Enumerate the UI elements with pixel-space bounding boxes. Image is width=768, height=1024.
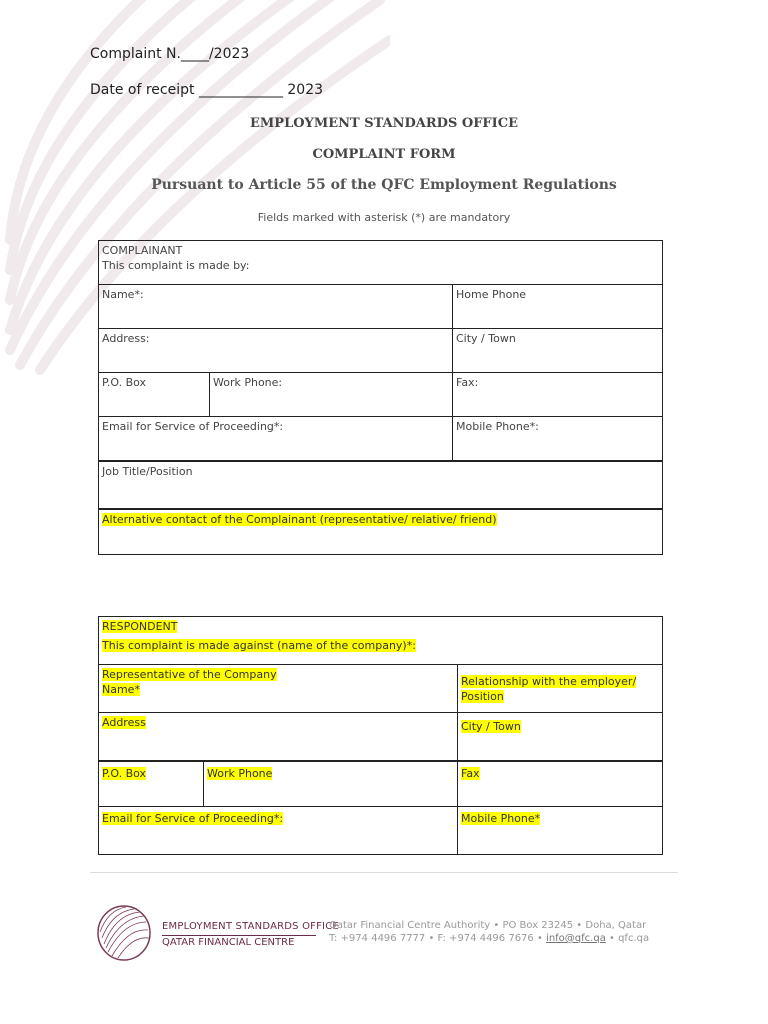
complainant-po-box-field[interactable] [99, 373, 210, 417]
respondent-po-box-field[interactable] [99, 761, 204, 807]
respondent-relationship-field[interactable] [458, 665, 663, 713]
complainant-work-phone-field[interactable] [210, 373, 453, 417]
complainant-name-field[interactable] [99, 285, 453, 329]
respondent-work-phone-field[interactable] [204, 761, 458, 807]
respondent-city-field[interactable] [458, 713, 663, 761]
po-box-label: P.O. Box [102, 376, 147, 389]
complainant-header-cell [99, 241, 663, 285]
address-label: Address: [102, 332, 150, 345]
complainant-alt-contact-field[interactable] [99, 509, 663, 555]
complainant-mobile-field[interactable] [453, 417, 663, 461]
rep-name-label: Name* [102, 683, 140, 696]
date-of-receipt: Date of receipt ____________ 2023 [90, 82, 324, 98]
complainant-city-field[interactable] [453, 329, 663, 373]
complainant-home-phone-field[interactable] [453, 285, 663, 329]
fax-label: Fax: [456, 376, 479, 389]
respondent-fax-field[interactable] [458, 761, 663, 807]
name-label: Name*: [102, 288, 144, 301]
office-heading: EMPLOYMENT STANDARDS OFFICE [250, 116, 518, 131]
complaint-number: Complaint N.____/2023 [90, 46, 250, 62]
footer-divider [90, 872, 678, 873]
footer-web: • qfc.qa [605, 933, 650, 944]
city-label: City / Town [456, 332, 516, 345]
respondent-heading: RESPONDENT [102, 620, 178, 633]
resp-address-label: Address [102, 716, 146, 729]
qfc-logo-icon [96, 904, 152, 962]
rep-label: Representative of the Company [102, 668, 277, 681]
home-phone-label: Home Phone [456, 288, 527, 301]
mobile-label: Mobile Phone*: [456, 420, 539, 433]
pursuant-subtitle: Pursuant to Article 55 of the QFC Employment Regulations [151, 177, 617, 193]
mandatory-note: Fields marked with asterisk (*) are mandatory [257, 211, 511, 224]
email-label: Email for Service of Proceeding*: [102, 420, 284, 433]
relationship-label: Relationship with the employer/ Position [461, 674, 637, 703]
footer-office-name: EMPLOYMENT STANDARDS OFFICE [162, 921, 339, 932]
job-title-label: Job Title/Position [102, 464, 193, 478]
footer-address: Qatar Financial Centre Authority • PO Box 23245 • Doha, Qatar [329, 920, 647, 931]
complainant-heading: COMPLAINANT [102, 244, 183, 257]
respondent-representative-field[interactable] [99, 665, 458, 713]
work-phone-label: Work Phone: [213, 376, 283, 389]
respondent-mobile-field[interactable] [458, 807, 663, 855]
complainant-subheading: This complaint is made by: [102, 259, 250, 272]
footer-phones: T: +974 4496 7777 • F: +974 4496 7676 • [329, 933, 547, 944]
resp-mobile-label: Mobile Phone* [461, 812, 541, 825]
resp-po-box-label: P.O. Box [102, 766, 147, 780]
resp-fax-label: Fax [461, 766, 480, 780]
form-title: COMPLAINT FORM [312, 147, 456, 162]
respondent-email-field[interactable] [99, 807, 458, 855]
footer-qfc-name: QATAR FINANCIAL CENTRE [162, 937, 295, 948]
complainant-email-field[interactable] [99, 417, 453, 461]
resp-city-label: City / Town [461, 720, 521, 733]
footer-logo-divider [162, 935, 316, 936]
respondent-subheading: This complaint is made against (name of the company)*: [102, 639, 416, 652]
complainant-table [98, 240, 663, 555]
respondent-table [98, 616, 663, 855]
complainant-job-title-field[interactable] [99, 461, 663, 509]
respondent-address-field[interactable] [99, 713, 458, 761]
footer-email-link[interactable]: info@qfc.qa [546, 933, 606, 944]
respondent-header-cell[interactable] [99, 617, 663, 665]
alt-contact-label: Alternative contact of the Complainant (representative/ relative/ friend) [102, 512, 497, 526]
resp-work-phone-label: Work Phone [207, 766, 273, 780]
complainant-address-field[interactable] [99, 329, 453, 373]
footer-contact-line [329, 933, 649, 944]
complainant-fax-field[interactable] [453, 373, 663, 417]
resp-email-label: Email for Service of Proceeding*: [102, 812, 284, 825]
